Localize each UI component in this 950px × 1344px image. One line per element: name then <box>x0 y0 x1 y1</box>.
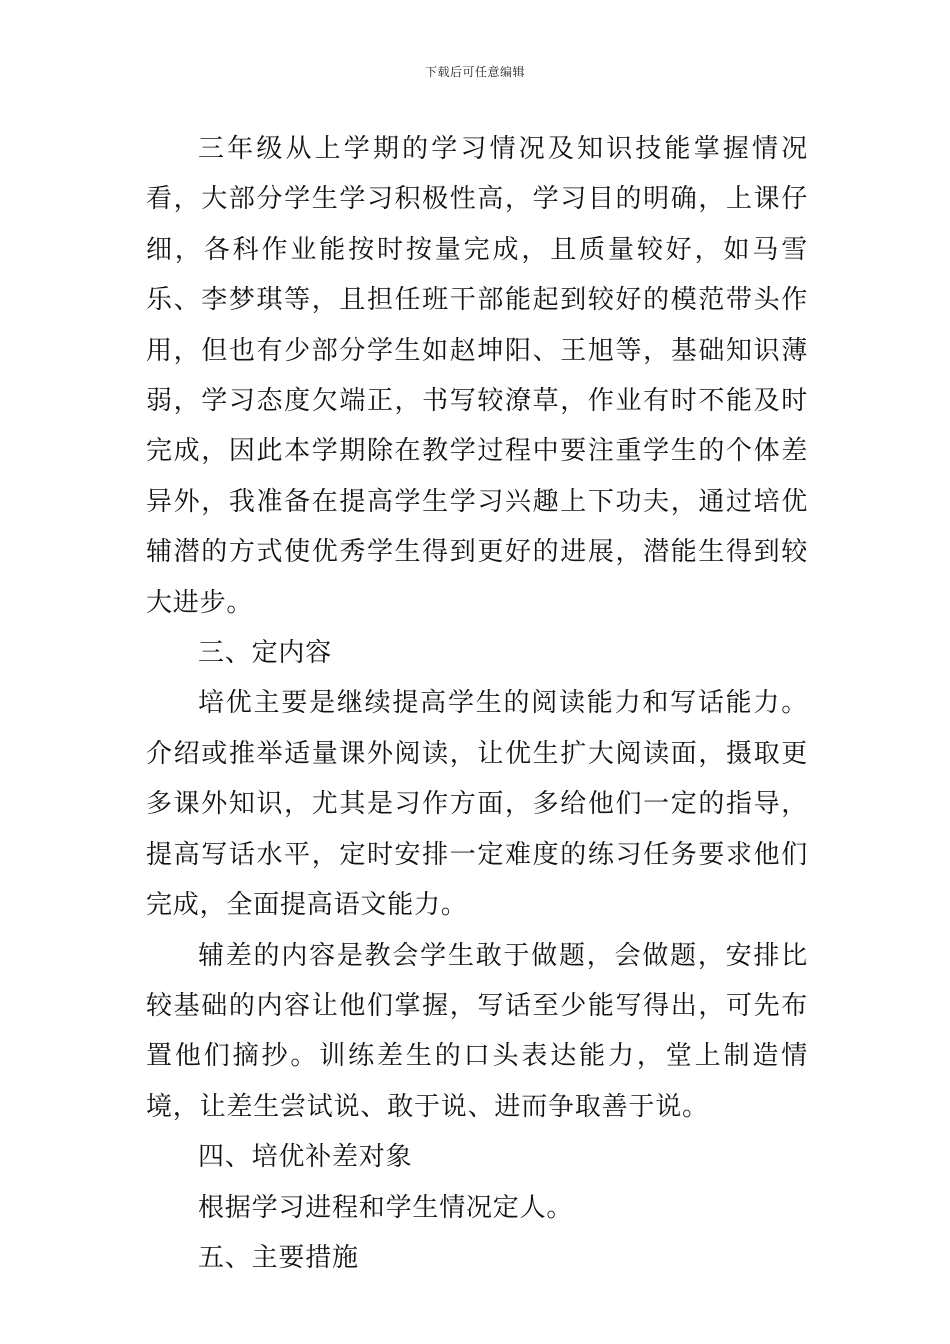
paragraph-targets: 根据学习进程和学生情况定人。 <box>198 1192 574 1223</box>
paragraph-top-students-content: 培优主要是继续提高学生的阅读能力和写话能力。介绍或推举适量课外阅读，让优生扩大阅读面，摄取更多课外知识，尤其是习作方面，多给他们一定的指导，提高写话水平，定时安排一定难度的练习任务要求他们完成，全面提高语文能力。 <box>146 688 808 921</box>
section-heading-measures: 五、主要措施 <box>198 1242 359 1273</box>
page-header-note: 下载后可任意编辑 <box>424 65 525 79</box>
document-body <box>146 124 808 1283</box>
paragraph-weak-students-content: 辅差的内容是教会学生敢于做题，会做题，安排比较基础的内容让他们掌握，写话至少能写得出，可先布置他们摘抄。训练差生的口头表达能力，堂上制造情境，让差生尝试说、敢于说、进而争取善于说。 <box>146 940 808 1122</box>
section-heading-content: 三、定内容 <box>198 638 333 669</box>
section-heading-targets: 四、培优补差对象 <box>198 1142 413 1173</box>
paragraph-student-analysis: 三年级从上学期的学习情况及知识技能掌握情况看，大部分学生学习积极性高，学习目的明确，上课仔细，各科作业能按时按量完成，且质量较好，如马雪乐、李梦琪等，且担任班干部能起到较好的模范带头作用，但也有少部分学生如赵坤阳、王旭等，基础知识薄弱，学习态度欠端正，书写较潦草，作业有时不能及时完成，因此本学期除在教学过程中要注重学生的个体差异外，我准备在提高学生学习兴趣上下功夫，通过培优辅潜的方式使优秀学生得到更好的进展，潜能生得到较大进步。 <box>146 134 808 618</box>
